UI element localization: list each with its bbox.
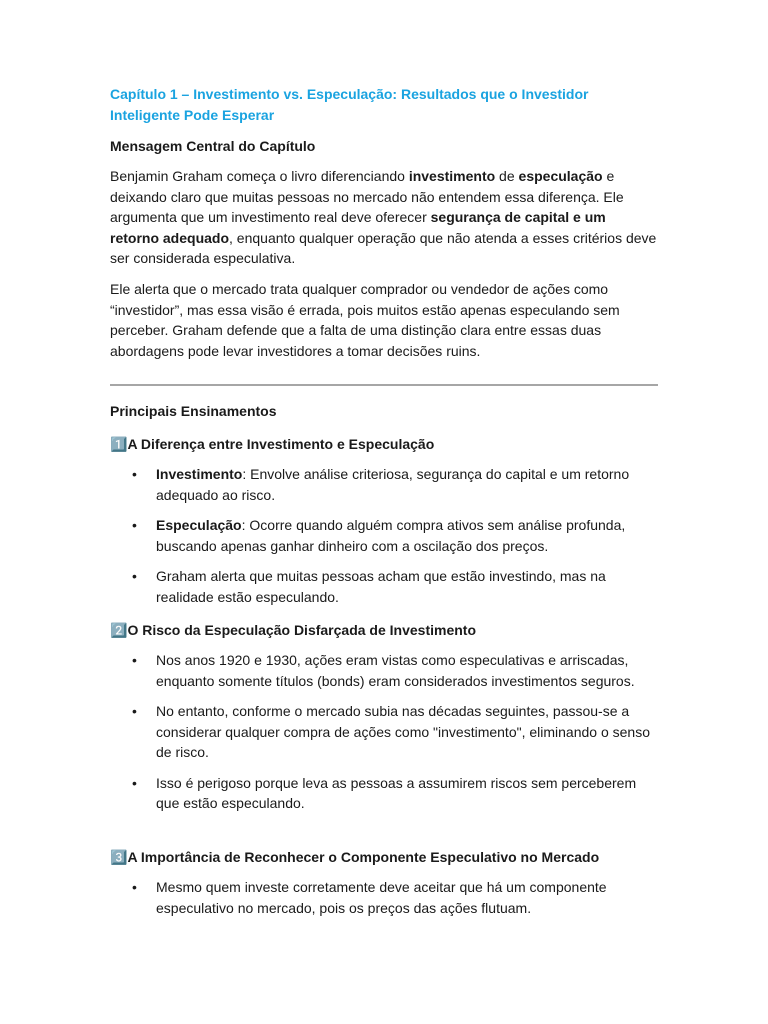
- text-run: : Ocorre quando alguém compra ativos sem análise profunda, buscando apenas ganhar dinheiro com a oscilação dos preços.: [156, 517, 626, 554]
- text-run: Benjamin Graham começa o livro diferenciando: [110, 168, 409, 184]
- list-item: [110, 650, 658, 691]
- section-divider: [110, 384, 658, 386]
- number-2-emoji-icon: 2️⃣: [110, 622, 128, 638]
- section-3-heading: [110, 847, 658, 867]
- bold-term: Especulação: [156, 517, 242, 533]
- number-1-emoji-icon: 1️⃣: [110, 436, 128, 452]
- bold-term: Investimento: [156, 466, 243, 482]
- number-3-emoji-icon: 3️⃣: [110, 849, 128, 865]
- list-item: [110, 773, 658, 814]
- section-3-list: [110, 877, 658, 918]
- list-item: [110, 877, 658, 918]
- bullet-icon: •: [132, 703, 137, 719]
- list-item: [110, 566, 658, 607]
- text-run: e deixando claro que muitas pessoas no mercado não entendem essa diferença. Ele argumenta que um investimento real deve oferecer: [110, 168, 624, 225]
- teachings-heading: Principais Ensinamentos: [110, 403, 277, 419]
- bullet-icon: •: [132, 879, 137, 895]
- section-1-list: [110, 464, 658, 607]
- text-run: Mesmo quem investe corretamente deve aceitar que há um componente especulativo no mercado, pois os preços das ações flutuam.: [156, 879, 607, 916]
- bullet-icon: •: [132, 774, 137, 791]
- list-item: [110, 701, 658, 763]
- bold-term-investimento: investimento: [408, 168, 496, 184]
- central-message-paragraph-1: [110, 166, 658, 269]
- bullet-icon: •: [132, 652, 137, 668]
- list-item: [110, 464, 658, 505]
- text-run: de: [495, 168, 519, 184]
- bold-term-seguranca: segurança de capital e um retorno adequado: [110, 209, 606, 246]
- central-message-heading: Mensagem Central do Capítulo: [110, 138, 316, 154]
- bullet-icon: •: [132, 466, 137, 482]
- text-run: Graham alerta que muitas pessoas acham que estão investindo, mas na realidade estão especulando.: [156, 568, 606, 605]
- bullet-icon: •: [132, 517, 137, 533]
- central-message-paragraph-2: Ele alerta que o mercado trata qualquer comprador ou vendedor de ações como “investidor”, mas essa visão é errada, pois muitos estão apenas especulando sem perceber. Graham defende que a falta de uma distinção clara entre essas duas abordagens pode levar investidores a tomar decisões ruins.: [110, 281, 620, 359]
- section-2-list: [110, 650, 658, 814]
- text-run: No entanto, conforme o mercado subia nas décadas seguintes, passou-se a considerar qualquer compra de ações como "investimento", eliminando o senso de risco.: [156, 703, 650, 760]
- text-run: : Envolve análise criteriosa, segurança do capital e um retorno adequado ao risco.: [156, 466, 630, 503]
- section-2-title: O Risco da Especulação Disfarçada de Investimento: [127, 622, 477, 638]
- bold-term-especulacao: especulação: [518, 168, 603, 184]
- text-run: Isso é perigoso porque leva as pessoas a assumirem riscos sem perceberem que estão especulando.: [156, 774, 637, 811]
- section-3-title: A Importância de Reconhecer o Componente Especulativo no Mercado: [127, 849, 600, 865]
- chapter-title: Capítulo 1 – Investimento vs. Especulação: Resultados que o Investidor Inteligente Pode Esperar: [110, 86, 589, 123]
- section-2-heading: [110, 620, 658, 640]
- section-1-title: A Diferença entre Investimento e Especulação: [127, 436, 435, 452]
- bullet-icon: •: [132, 568, 137, 584]
- text-run: , enquanto qualquer operação que não atenda a esses critérios deve ser considerada especulativa.: [110, 229, 657, 266]
- section-1-heading: [110, 434, 658, 454]
- text-run: Nos anos 1920 e 1930, ações eram vistas como especulativas e arriscadas, enquanto somente títulos (bonds) eram considerados investimentos seguros.: [156, 652, 635, 689]
- list-item: [110, 515, 658, 556]
